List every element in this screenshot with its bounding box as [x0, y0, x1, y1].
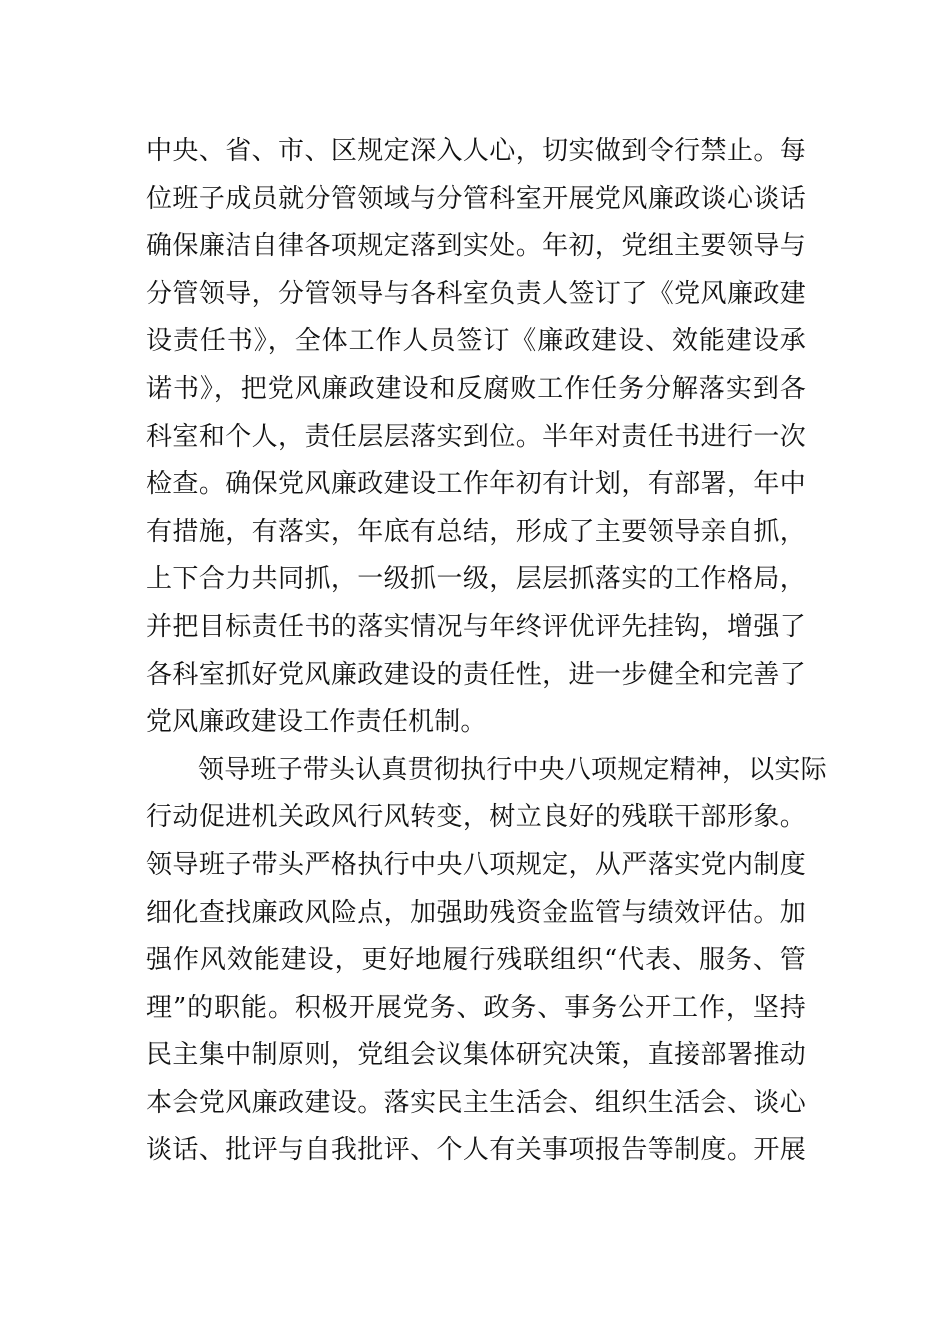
text-line: 行动促进机关政风行风转变，树立良好的残联干部形象。 [146, 802, 806, 833]
text-line: 有措施，有落实，年底有总结，形成了主要领导亲自抓， [146, 516, 806, 547]
paragraph-2 [146, 747, 827, 1175]
text-line: 党风廉政建设工作责任机制。 [146, 707, 487, 738]
text-line: 各科室抓好党风廉政建设的责任性，进一步健全和完善了 [146, 659, 806, 690]
text-line: 民主集中制原则，党组会议集体研究决策，直接部署推动 [146, 1040, 806, 1071]
text-line: 科室和个人，责任层层落实到位。半年对责任书进行一次 [146, 421, 806, 452]
text-line: 上下合力共同抓，一级抓一级，层层抓落实的工作格局， [146, 564, 806, 595]
text-line: 设责任书》，全体工作人员签订《廉政建设、效能建设承 [146, 326, 806, 357]
text-line: 位班子成员就分管领域与分管科室开展党风廉政谈心谈话 [146, 183, 806, 214]
text-line: 确保廉洁自律各项规定落到实处。年初，党组主要领导与 [146, 231, 806, 262]
text-line: 并把目标责任书的落实情况与年终评优评先挂钩，增强了 [146, 611, 806, 642]
text-line: 强作风效能建设，更好地履行残联组织“代表、服务、管 [146, 945, 806, 976]
text-line: 检查。确保党风廉政建设工作年初有计划，有部署，年中 [146, 469, 806, 500]
text-line: 中央、省、市、区规定深入人心，切实做到令行禁止。每 [146, 136, 806, 166]
document-body [146, 128, 827, 1175]
text-line: 本会党风廉政建设。落实民主生活会、组织生活会、谈心 [146, 1087, 806, 1118]
paragraph-1 [146, 128, 806, 747]
text-line: 分管领导，分管领导与各科室负责人签订了《党风廉政建 [146, 278, 806, 309]
text-line: 谈话、批评与自我批评、个人有关事项报告等制度。开展 [146, 1135, 806, 1166]
text-line: 领导班子带头严格执行中央八项规定，从严落实党内制度 [146, 849, 806, 880]
text-line: 诺书》，把党风廉政建设和反腐败工作任务分解落实到各 [146, 373, 806, 404]
text-line: 细化查找廉政风险点，加强助残资金监管与绩效评估。加 [146, 897, 806, 928]
text-line: 领导班子带头认真贯彻执行中央八项规定精神，以实际 [198, 754, 827, 785]
text-line: 理”的职能。积极开展党务、政务、事务公开工作，坚持 [146, 992, 806, 1023]
